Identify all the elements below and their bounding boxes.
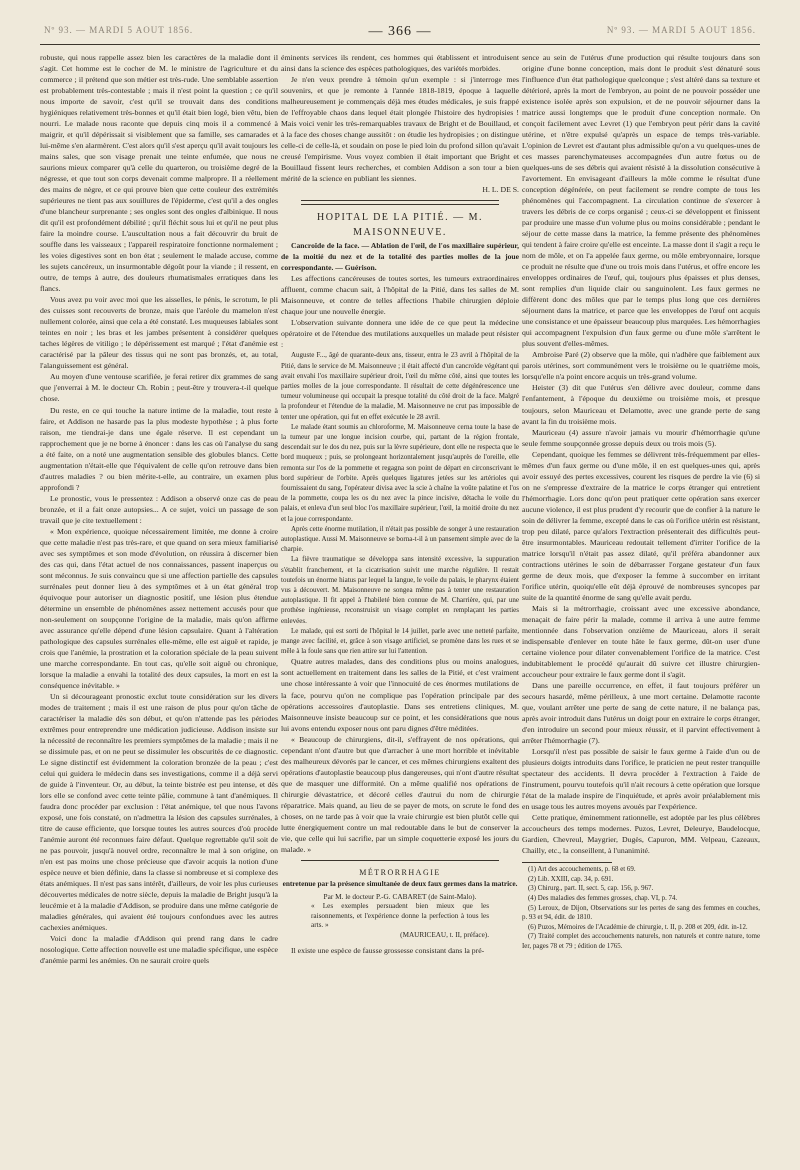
paragraph: Mauriceau (4) assure n'avoir jamais vu mourir d'hémorrhagie qu'une seule femme soupçonnée grosse depuis deux ou trois mois (5). [522,427,760,448]
article-author: Par M. le docteur P.-G. CABARET (de Saint-Malo). [323,891,477,901]
footnote: (2) Lib. XXIII, cap. 34, p. 691. [528,875,614,883]
case-paragraph: Le malade, qui est sorti de l'hôpital le 14 juillet, parle avec une netteté parfaite, mange avec facilité, et, grâce à son visage artificiel, se promène dans les rues et se mêle à la foule sans que rien attire sur lui l'attention. [281,626,519,656]
paragraph: Les affections cancéreuses de toutes sortes, les tumeurs extraordinaires affluent, comme chacun sait, à l'hôpital de la Pitié, dans les salles de M. Maisonneuve, et contre de telles affections l'habile chirurgien déploie chaque jour une nouvelle énergie. [281,274,519,317]
paragraph: éminents services ils rendent, ces hommes qui établissent et introduisent ainsi dans la science des espèces pathologiques, des variétés morbides. [281,53,519,74]
footnote: (5) Leroux, de Dijon, Observations sur les pertes de sang des femmes en couches, p. 93 et 94, édit. de 1810. [522,904,760,922]
paragraph: Du reste, en ce qui touche la nature intime de la maladie, tout reste à faire, et Addison ne hasarde pas la plus modeste hypothèse ; à plus forte raison, me tiendrai-je dans une égale réserve. Il est cependant un rapprochement que je ne borne à énoncer : dans les cas où l'analyse du sang a été faite, on a noté une augmentation sensible des globules blancs. Cette augmentation n'était-elle que l'équivalent de celle qu'on retrouve dans bien d'autres maladies ? ou bien mérite-t-elle, au contraire, un examen plus approfondi ? [40,405,278,492]
section-divider [301,200,499,201]
footnote: (4) Des maladies des femmes grosses, chap. VI, p. 74. [528,894,678,902]
section-divider [301,204,499,205]
column-right [522,52,760,951]
paragraph: Au moyen d'une ventouse scarifiée, je ferai retirer dix grammes de sang que j'enverrai à M. le docteur Ch. Robin ; peut-être y trouvera-t-il quelque chose. [40,372,278,404]
paragraph: Cette pratique, éminemment rationnelle, est adoptée par les plus célèbres accoucheurs des temps modernes. Puzos, Levret, Deleurye, Baudelocque, Gardien, Chevreul, Maygrier, Dugès, Capuron, MM. Velpeau, Cazeaux, Chailly, etc., la conseillent, à l'unanimité. [522,813,760,856]
case-paragraph: Le malade étant soumis au chloroforme, M. Maisonneuve cerna toute la base de la tumeur par une longue incision courbe, qui, partant de la région frontale, descendait sur le dos du nez, puis sur la lèvre supérieure, dont elle ne respecta que le bord muqueux ; puis, se prolongeant horizontalement jusqu'auprès de l'oreille, elle remonta sur l'os de la pommette et regagna son point de départ en circonscrivant le bord supérieur de l'orbite. Après quelques ligatures jetées sur les artérioles qui fournissaient du sang, l'opérateur divisa avec la scie à chaîne la voûte palatine et l'os de la pommette, coupa les os du nez avec la pince incisive, détacha le voile du palais, et enleva d'un seul bloc l'os maxillaire supérieur, l'œil, la moitié droite du nez et la joue correspondante. [281,422,519,523]
epigraph-attribution: (MAURICEAU, t. II, préface). [400,931,489,940]
paragraph: Le pronostic, vous le pressentez : Addison a observé onze cas de peau bronzée, et il a fait onze autopsies... A ce sujet, voici un passage de son travail que je cite textuellement : [40,493,278,525]
footnote: (6) Puzos, Mémoires de l'Académie de chirurgie, t. II, p. 208 et 209, édit. in-12. [528,923,748,931]
case-paragraph: Après cette énorme mutilation, il n'était pas possible de songer à une restauration autoplastique. Aussi M. Maisonneuve se borna-t-il à un pansement simple avec de la charpie. [281,524,519,554]
paragraph: Un si décourageant pronostic exclut toute considération sur les divers modes de traitement ; mais il est une raison de plus pour qu'on tâche de caractériser la maladie dès son début, et qu'on n'attende pas les périodes extrêmes pour entreprendre une médication judicieuse. Addison insiste sur la nécessité de reconnaître les premiers symptômes de la maladie ; mais il ne se dissimule pas, et on ne peut se dissimuler les obscurités de ce diagnostic. Le signe distinctif est évidemment la coloration bronzée de la peau ; c'est celui qui guidera le médecin dans ses investigations, comme il a déjà servi de guide à l'inventeur. Or, au début, la teinte bistrée est peu intense, et dès lors elle se confond avec cette teinte pâlie, commune à tant d'anémiques. Il faudra donc procéder par exclusion : l'état anémique, tel que nous l'avons exposé, une fois constaté, on n'admettra la lésion des capsules surrénales, à titre de cause efficiente, que lorsque toutes les autres sources d'où procède l'anémie auront été reconnues faire défaut. Quelque regrettable qu'il soit de ne pas pouvoir, jusqu'à nouvel ordre, reconnaître le mal à son origine, on n'en est pas moins une chose précieuse que d'avoir acquis la notion d'une espèce neuve et bien définie, dans la classe si nombreuse et si complexe des états anémiques. Il n'est pas sans intérêt, d'ailleurs, de voir les plus curieuses découvertes médicales de notre siècle, depuis la maladie de Bright jusqu'à la leucémie et à la maladie d'Addison, se produire dans une même catégorie de maladies générales, qui avaient été toujours confondues avec les autres cachexies anémiques. [40,691,278,933]
page-number: — 366 — [368,24,432,39]
paragraph: Cependant, quoique les femmes se délivrent très-fréquemment par elles-mêmes d'un faux germe ou d'une môle, il en est quelques-unes qui, après avoir essuyé des pertes excessives, courent les risques de perdre la vie (6) si on ne s'empresse d'extraire de la matrice le corps étranger qui entretient l'hémorrhagie. Lors donc qu'on peut pratiquer cette opération sans exercer aucune violence, il est plus prudent d'y recourir que de confier à la nature le soin de délivrer la femme, excepté dans le cas où l'orifice utérin est résistant, trop peu dilaté, parce qu'alors l'extraction présenterait des difficultés peut-être insurmontables. Mauriceau redoutait tellement d'irriter l'orifice de la matrice lorsqu'il n'était pas assez dilaté, qu'il préféra abandonner aux contractions utérines le soin de débarrasser l'organe gestateur d'un faux germe de deux mois, que d'exposer la femme à succomber en irritant l'orifice utérin, quoiqu'elle eût déjà éprouvé de nombreuses syncopes par suite de la quantité énorme de sang qu'elle avait perdu. [522,449,760,602]
footnote: (1) Art des accouchements, p. 68 et 69. [528,866,636,874]
page-header [40,22,760,45]
case-paragraph: Auguste F..., âgé de quarante-deux ans, tisseur, entra le 23 avril à l'hôpital de la Pitié, dans le service de M. Maisonneuve ; il était affecté d'un cancroïde végétant qui avait envahi l'os maxillaire supérieur droit, l'œil du même côté, ainsi que toutes les parties molles de la joue correspondante. Il résultait de cette dégénérescence une tumeur volumineuse qui occupait la presque totalité du côté droit de la face. Malgré la profondeur et l'étendue de la maladie, M. Maisonneuve ne crut pas impossible de tenter une opération, qui fut en effet exécutée le 28 avril. [281,351,519,421]
quoted-paragraph: « Mon expérience, quoique nécessairement limitée, me donne à croire que cette maladie n'est pas très-rare, et que quand on sera mieux familiarisé avec ses symptômes et son mode d'évolution, on réussira à discerner bien des cas qui, dans l'état actuel de nos connaissances, passent inaperçus ou sont méconnus. Je suis convaincu que si une affection partielle des capsules surrénales peut donner lieu à des symptômes et à un état général trop équivoque pour autoriser un diagnostic positif, une lésion plus étendue détermine un ensemble de phénomènes assez nettement accusés pour que non-seulement on soupçonne l'origine de la maladie, mais qu'on affirme avec assurance qu'elle dépend d'une lésion capsulaire. Quant à l'altération pathologique des capsules surrénales elle-même, elle est aiguë et rapide, je crois que l'anémie, la prostration et la coloration spéciale de la peau suivent une marche correspondante. En tout cas, qu'elle soit aiguë ou chronique, lorsque la maladie a envahi la totalité des deux capsules, la mort en est la conséquence inévitable. » [40,526,278,690]
case-paragraph: La fièvre traumatique se développa sans intensité excessive, la suppuration s'établit franchement, et la cicatrisation suivit une marche régulière. Il restait toutefois un énorme hiatus par lequel la langue, le voile du palais, le pharynx étaient vus à découvert. M. Maisonneuve ne songea même pas à tenter une restauration autoplastique. Il fit appel à l'habileté bien connue de M. Charrière, qui, par une prothèse ingénieuse, reconstruisit un visage complet en remplaçant les parties enlevées. [281,555,519,625]
author-signature: H. L. DE S. [482,185,519,195]
paragraph: Je n'en veux prendre à témoin qu'un exemple : si j'interroge mes souvenirs, et que je remonte à l'année 1818-1819, époque à laquelle malheureusement je commençais déjà mes études médicales, je suis frappé de l'effroyable chaos dans lequel était plongée l'histoire des hydropisies ! Mais voici venir les très-remarquables travaux de Bright et de Bouillaud, et à la face des choses change aussitôt : on étudie les hydropisies ; on distingue celle-ci de celle-là, et soudain on pose le pied loin du profond sillon qu'avait creusé l'empirisme. Vous voyez combien il était important que Bright et Bouillaud fissent leurs recherches, et combien Addison a son tour a bien mérité de la science en publiant les siennes. [281,75,519,184]
hospital-section-title: HOPITAL DE LA PITIÉ. — M. MAISONNEUVE. [316,212,484,239]
paragraph: Mais si la métrorrhagie, croissant avec une excessive abondance, menaçait de faire périr la malade, comme il arriva à une autre femme mentionnée dans l'observation onzième de Mauriceau, alors il serait indispensable d'enlever en toute hâte le faux germe, dût-on user d'une certaine violence pour dilater convenablement l'orifice de la matrice. C'est indubitablement le procédé qu'aurait dû suivre cet illustre chirurgien-accoucheur pour extraire le faux germe dont il s'agit. [522,603,760,679]
paragraph: Vous avez pu voir avec moi que les aisselles, le pénis, le scrotum, le pli des cuisses sont recouverts de bronze, mais que l'aréole du mamelon n'est nullement colorée, ainsi que cela a été constaté. Les muqueuses labiales sont teintes en noir ; les bras et les jambes présentent à considérer quelques taches légères de vitiligo ; le dépérissement est marqué ; l'état d'anémie est caractérisé par la pâleur des tissus qui ne sont pas bronzés, et, au total, l'alanguissement est général. [40,295,278,371]
paragraph: Voici donc la maladie d'Addison qui prend rang dans le cadre nosologique. Cette affection nouvelle est une maladie spécifique, une espèce d'anémie parmi les anémies. On ne saurait croire quels [40,934,278,966]
paragraph: Dans une pareille occurrence, en effet, il faut toujours préférer un secours hasardé, même périlleux, à une mort certaine. Delamotte raconte que, voulant arrêter une perte de sang de cette nature, il ne balança pas, après avoir introduit dans l'utérus un doigt pour en extraire le corps étranger, d'en introduire un second pour mieux réussir, et il parvint effectivement à arrêter l'hémorrhagie (7). [522,680,760,745]
bleed-through-header-left: Nº 93. — MARDI 5 AOUT 1856. [44,25,194,35]
column-left [40,52,278,966]
footnote: (7) Traité complet des accouchements naturels, non naturels et contre nature, tome Ier, pages 78 et 79 ; édition de 1765. [522,933,760,950]
paragraph: sence au sein de l'utérus d'une production qui résulte toujours dans son origine d'une bonne conception, mais dont le produit s'est dénaturé sous l'influence d'un état pathologique quelconque ; s'est altéré dans sa texture et détérioré, après la mort de l'embryon, au point de ne pouvoir posséder une existence isolée après son expulsion, et de ne pouvoir séjourner dans la matrice aussi longtemps que le produit d'une conception normale. On conçoit facilement avec Levret (1) que l'embryon peut périr dans la cavité utérine, et n'être expulsé qu'après un espace de temps très-variable. L'opinion de Levret est d'autant plus admissible qu'on a vu quelques-unes de ces masses parenchymateuses accompagnées d'un autre fœtus ou de quelques-uns de ses débris qui avaient résisté à la dissolution consécutive à l'avortement. En envisageant d'ailleurs la môle comme le résultat d'une conception dégénérée, on peut facilement se rendre compte de tous les phénomènes qui l'accompagnent. La circulation continue de s'exercer à travers les débris de ce corps organisé ; ceux-ci se développent et finissent par produire une masse d'un volume plus ou moins considérable ; pendant le séjour de cette masse dans la matrice, la femme présente des phénomènes qui tendent à faire croire qu'elle est enceinte. La masse dont il s'agit a reçu le nom de môle, et on l'a appelée faux germe, ou môle embryonnaire, lorsque ce produit ne résulte que d'une ou trois mois dans l'utérus, et offre encore les enveloppes ordinaires de l'œuf, qui, toujours plus épaisses et plus denses, sont remplies d'un liquide clair ou sanguinolent. Les faux germes ne diffèrent donc des môles que par le temps plus long que ces dernières séjournent dans la matrice, et parce que les enveloppes de l'œuf ont acquis une consistance et une épaisseur beaucoup plus marquées. Les hémorrhagies qui accompagnent l'expulsion d'un faux germe ou d'une môle s'arrêtent le plus souvent d'elles-mêmes. [522,53,760,349]
paragraph: robuste, qui nous rappelle assez bien les caractères de la maladie dont il s'agit. Cet homme est le cocher de M. le ministre de l'agriculture et du commerce ; il prétend que son métier est très-rude. Une semblable assertion est probablement très-contestable ; mais il n'est point la question ; ce qu'il nous importe de savoir, c'est qu'il se trouvait dans des conditions hygiéniques relativement très-bonnes et qu'il était bien logé, bien vêtu, bien nourri. Le malade nous raconte que depuis cinq mois il a commencé à maigrir, et qu'il dépérissait si visiblement que sa famille, ses camarades et lui-même s'en alarmèrent. C'est alors qu'il s'est aperçu qu'il avait toujours les mains sales, que son visage prenait une teinte enfumée, que nous ne saurions mieux comparer qu'à celle du quarteron, ou troisième degré de la négresse, et que tout son corps devenait comme malpropre. Il a réellement des mains de nègre, et ce qui prouve bien que cette couleur des extrémités supérieures ne tient pas aux souillures de l'épiderme, c'est qu'il a des ongles d'une blancheur surprenante ; ses ongles sont des ongles d'albinique. Il nous dit qu'il est profondément débilité ; qu'il fléchit sous lui et qu'il ne peut plus faire la moindre course. L'auscultation nous a fait découvrir du bruit de souffle dans les vaisseaux ; l'appareil respiratoire fonctionne normalement ; les voies digestives sont en bon état ; seulement le malade accuse, comme les sujets cancéreux, un insurmontable dégoût pour la viande ; il ressent, en outre, de temps à autre, des douleurs rhumatismales erratiques dans les flancs. [40,53,278,294]
case-heading: Cancroïde de la face. — Ablation de l'œil, de l'os maxillaire supérieur, de la moitié du nez et de la totalité des parties molles de la joue correspondante. — Guérison. [281,241,519,273]
paragraph: Lorsqu'il n'est pas possible de saisir le faux germe à l'aide d'un ou de plusieurs doigts introduits dans l'orifice, le praticien ne peut rester tranquille spectateur des accidents. Il devra procéder à l'extraction à l'aide de l'instrument, pourvu toutefois qu'il n'ait recours à cette opération que lorsque l'état de la malade inspire de l'inquiétude, et après avoir préalablement mis en usage tous les autres moyens avoués par l'expérience. [522,746,760,812]
paragraph: L'observation suivante donnera une idée de ce que peut la médecine opératoire et de l'étendue des mutilations auxquelles un malade peut résister : [281,318,519,350]
paragraph: Heister (3) dit que l'utérus s'en délivre avec douleur, comme dans l'enfantement, à l'époque du deuxième ou troisième mois, et presque toujours, selon Mauriceau et Delamotte, avec une grande perte de sang avant la fin du troisième mois. [522,383,760,426]
bleed-through-header-right: Nº 93. — MARDI 5 AOUT 1856. [606,25,756,35]
section-divider [301,860,499,861]
paragraph: Ambroise Paré (2) observe que la môle, qui n'adhère que faiblement aux parois utérines, sort communément vers le troisième ou le quatrième mois, lorsqu'elle n'a point encore acquis un très-grand volume. [522,350,760,382]
footnote-divider [522,862,612,863]
column-middle [281,52,519,956]
footnote: (3) Chirurg., part. II, sect. 5, cap. 156, p. 967. [528,885,654,893]
paragraph: Quatre autres malades, dans des conditions plus ou moins analogues, sont actuellement en traitement dans les salles de la Pitié, et c'est vraiment une chose intéressante à voir que l'innocuité de ces énormes mutilations de la face, pourvu qu'on ne complique pas l'opération principale par des opérations accessoires d'autoplastie. Dans ses entretiens cliniques, M. Maisonneuve insiste beaucoup sur ce point, et les considérations que nous lui avons entendu exposer nous ont paru dignes d'être méditées. [281,657,519,733]
quoted-paragraph: « Beaucoup de chirurgiens, dit-il, s'effrayent de nos opérations, qui cependant n'ont d'autre but que d'arracher à une mort horrible et inévitable des malheureux dévorés par le cancer, et ces mêmes chirurgiens exaltent des opérations d'autoplastie beaucoup plus dangereuses, qui n'ont d'autre résultat que de masquer une difformité. On a même qualifié nos opérations de chirurgie dévastatrice, et décoré celles d'autrui du nom de chirurgie réparatrice. Mais quand, au lieu de se payer de mots, on scrute le fond des choses, on ne tarde pas à voir que la vraie chirurgie est bien plutôt celle qui lutte énergiquement contre un mal redoutable dans le but de conserver la vie, que celle qui lui sacrifie, par un simple coquetterie exposé les jours du malade. » [281,734,519,854]
article-title: MÉTRORRHAGIE [359,867,441,877]
paragraph: Il existe une espèce de fausse grossesse consistant dans la pré- [291,945,485,955]
epigraph: « Les exemples persuadent bien mieux que les raisonnements, et l'expérience donne la perfection à tous les arts. » [311,901,489,930]
article-subtitle: entretenue par la présence simultanée de deux faux germes dans la matrice. [282,878,518,888]
